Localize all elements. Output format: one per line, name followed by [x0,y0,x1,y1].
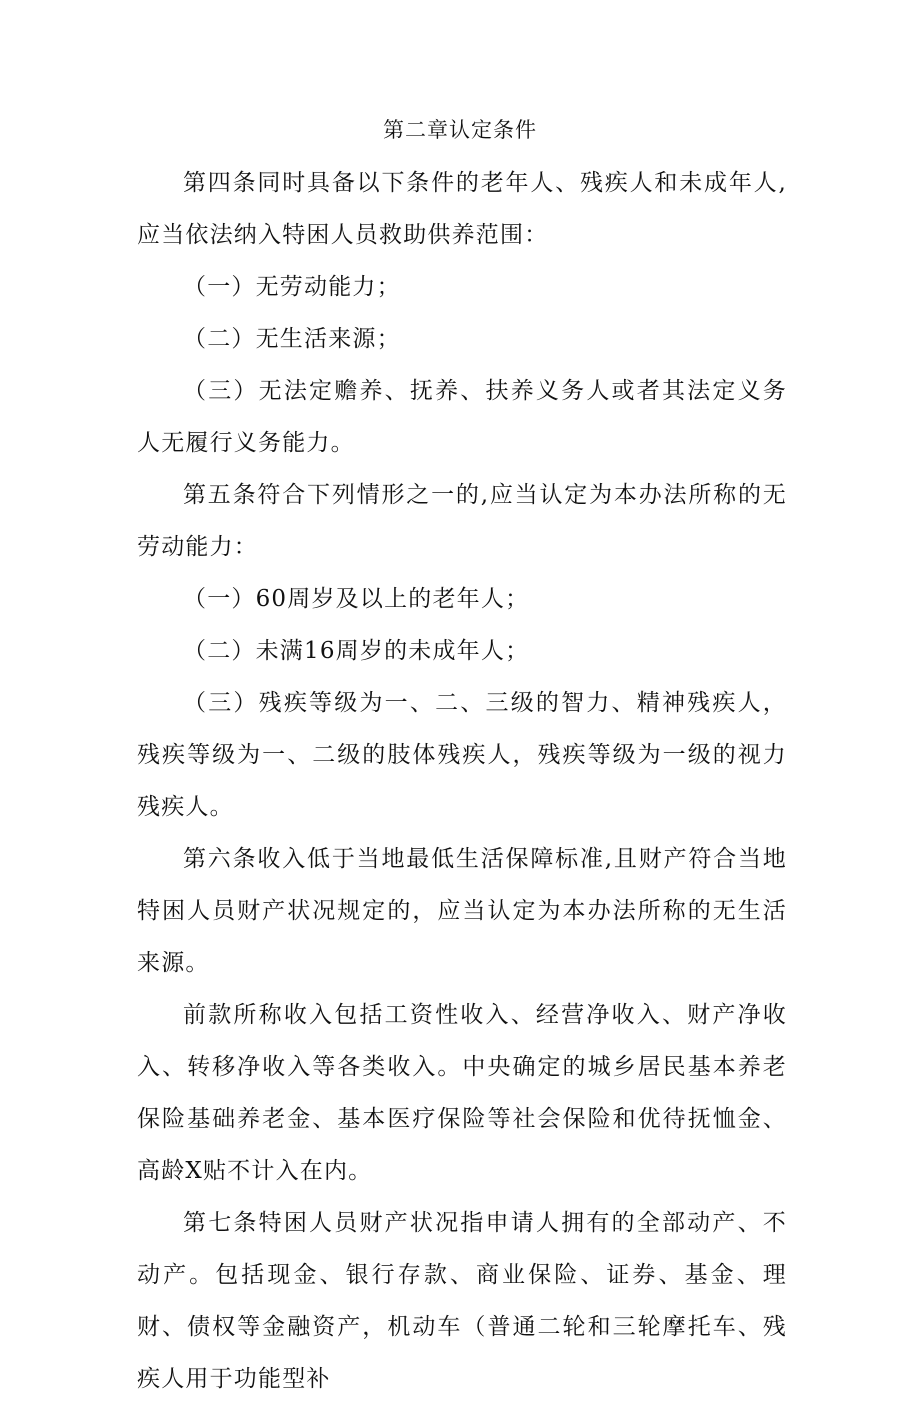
document-body [137,157,787,1405]
article-5-item-1: （一）60周岁及以上的老年人； [183,586,530,612]
article-4-paragraph: 第四条同时具备以下条件的老年人、残疾人和未成年人,应当依法纳入特困人员救助供养范围： [137,170,787,248]
article-4-item-1: （一）无劳动能力； [183,274,401,300]
article-4-item-2: （二）无生活来源； [183,326,401,352]
article-6-paragraph: 第六条收入低于当地最低生活保障标准,且财产符合当地特困人员财产状况规定的，应当认定为本办法所称的无生活来源。 [137,846,787,976]
chapter-title: 第二章认定条件 [383,118,537,142]
article-7-paragraph: 第七条特困人员财产状况指申请人拥有的全部动产、不动产。包括现金、银行存款、商业保险、证券、基金、理财、债权等金融资产，机动车（普通二轮和三轮摩托车、残疾人用于功能型补 [137,1210,787,1392]
article-6-income-paragraph: 前款所称收入包括工资性收入、经营净收入、财产净收入、转移净收入等各类收入。中央确定的城乡居民基本养老保险基础养老金、基本医疗保险等社会保险和优待抚恤金、高龄X贴不计入在内。 [137,1002,787,1184]
article-4-item-3: （三）无法定赡养、抚养、扶养义务人或者其法定义务人无履行义务能力。 [137,378,787,456]
article-5-item-3: （三）残疾等级为一、二、三级的智力、精神残疾人，残疾等级为一、二级的肢体残疾人，残疾等级为一级的视力残疾人。 [137,690,787,820]
article-5-item-2: （二）未满16周岁的未成年人； [183,638,530,664]
article-5-paragraph: 第五条符合下列情形之一的,应当认定为本办法所称的无劳动能力： [137,482,787,560]
